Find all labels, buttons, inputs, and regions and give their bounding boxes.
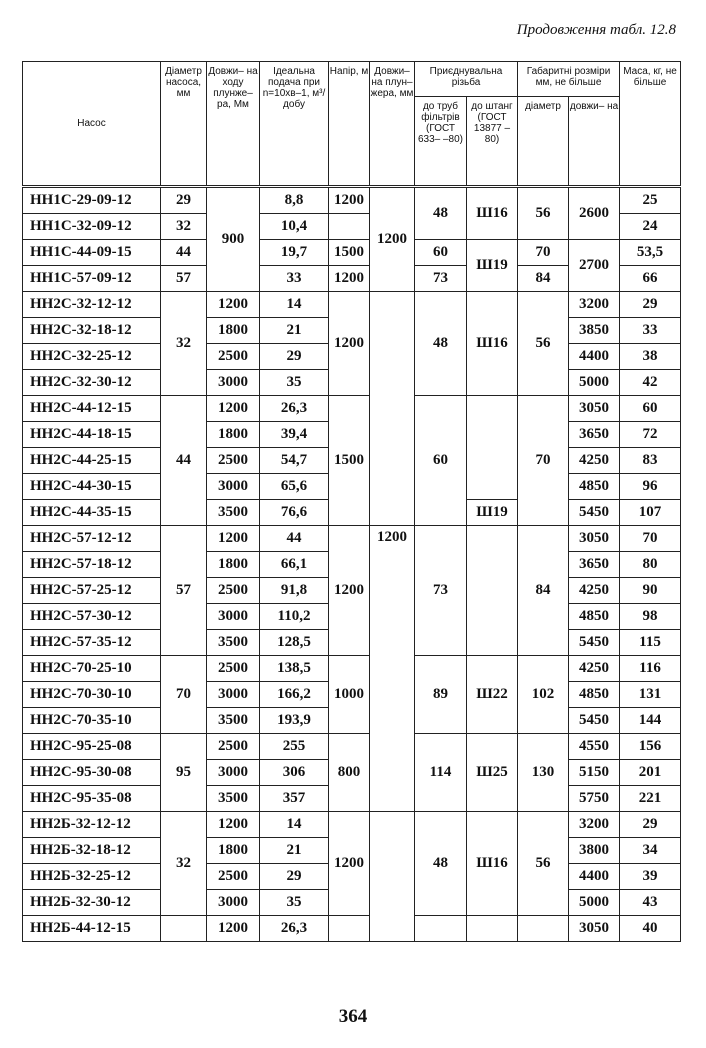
header-stroke: Довжи– на ходу плунже– ра, Мм <box>207 62 260 187</box>
pump-name: НН2С-95-30-08 <box>23 760 161 786</box>
thread-rods: Ш22 <box>467 656 518 734</box>
pump-diameter: 32 <box>161 812 207 916</box>
stroke-length: 1800 <box>207 838 260 864</box>
stroke-length: 900 <box>207 187 260 292</box>
thread-pipes: 89 <box>415 656 467 734</box>
pump-diameter: 70 <box>161 656 207 734</box>
thread-pipes <box>415 916 467 942</box>
table-row <box>23 240 681 266</box>
dims-length: 3200 <box>569 292 620 318</box>
ideal-supply: 91,8 <box>260 578 329 604</box>
stroke-length: 1200 <box>207 526 260 552</box>
pump-name: НН2С-70-30-10 <box>23 682 161 708</box>
dims-length: 4250 <box>569 656 620 682</box>
dims-length: 3650 <box>569 422 620 448</box>
stroke-length: 2500 <box>207 656 260 682</box>
thread-pipes: 48 <box>415 292 467 396</box>
thread-rods: Ш16 <box>467 187 518 240</box>
table-row <box>23 812 681 838</box>
ideal-supply: 128,5 <box>260 630 329 656</box>
dims-length: 5450 <box>569 500 620 526</box>
pump-mass: 115 <box>620 630 681 656</box>
ideal-supply: 54,7 <box>260 448 329 474</box>
pump-name: НН2С-44-35-15 <box>23 500 161 526</box>
stroke-length: 1200 <box>207 292 260 318</box>
pump-head: 1200 <box>329 292 370 396</box>
ideal-supply: 26,3 <box>260 916 329 942</box>
pump-name: НН2С-57-35-12 <box>23 630 161 656</box>
dims-length: 4850 <box>569 604 620 630</box>
ideal-supply: 65,6 <box>260 474 329 500</box>
dims-length: 4250 <box>569 578 620 604</box>
pump-mass: 83 <box>620 448 681 474</box>
pump-name: НН2С-70-35-10 <box>23 708 161 734</box>
thread-rods <box>467 916 518 942</box>
dims-length: 5450 <box>569 630 620 656</box>
pump-mass: 29 <box>620 812 681 838</box>
dims-length: 5750 <box>569 786 620 812</box>
pump-name: НН2С-95-35-08 <box>23 786 161 812</box>
dims-length: 3050 <box>569 916 620 942</box>
plunger-length: 1200 <box>370 187 415 292</box>
pump-mass: 201 <box>620 760 681 786</box>
pump-name: НН1С-44-09-15 <box>23 240 161 266</box>
pump-head <box>329 214 370 240</box>
plunger-length <box>370 292 415 526</box>
stroke-length: 3000 <box>207 760 260 786</box>
pump-mass: 116 <box>620 656 681 682</box>
pump-mass: 33 <box>620 318 681 344</box>
dims-length: 4400 <box>569 864 620 890</box>
stroke-length: 2500 <box>207 448 260 474</box>
pump-mass: 107 <box>620 500 681 526</box>
pump-diameter: 32 <box>161 214 207 240</box>
ideal-supply: 14 <box>260 292 329 318</box>
pump-name: НН2С-44-25-15 <box>23 448 161 474</box>
pump-mass: 66 <box>620 266 681 292</box>
thread-rods: Ш16 <box>467 292 518 396</box>
stroke-length: 3500 <box>207 786 260 812</box>
stroke-length: 2500 <box>207 344 260 370</box>
ideal-supply: 166,2 <box>260 682 329 708</box>
page-number: 364 <box>338 1006 368 1027</box>
pump-diameter: 44 <box>161 396 207 526</box>
ideal-supply: 14 <box>260 812 329 838</box>
pump-mass: 98 <box>620 604 681 630</box>
pump-diameter: 57 <box>161 526 207 656</box>
header-dims-length: довжи– на <box>569 97 620 187</box>
pump-name: НН2С-44-30-15 <box>23 474 161 500</box>
dims-length: 5000 <box>569 890 620 916</box>
dims-length: 4400 <box>569 344 620 370</box>
pump-mass: 131 <box>620 682 681 708</box>
pump-head: 1200 <box>329 812 370 916</box>
thread-rods: Ш16 <box>467 812 518 916</box>
ideal-supply: 10,4 <box>260 214 329 240</box>
pump-name: НН1С-32-09-12 <box>23 214 161 240</box>
pump-name: НН2С-57-12-12 <box>23 526 161 552</box>
stroke-length: 2500 <box>207 864 260 890</box>
pump-mass: 60 <box>620 396 681 422</box>
thread-pipes: 48 <box>415 187 467 240</box>
thread-pipes: 60 <box>415 396 467 526</box>
pump-name: НН2С-32-18-12 <box>23 318 161 344</box>
ideal-supply: 110,2 <box>260 604 329 630</box>
ideal-supply: 8,8 <box>260 187 329 214</box>
pump-mass: 38 <box>620 344 681 370</box>
ideal-supply: 29 <box>260 344 329 370</box>
dims-diameter: 84 <box>518 266 569 292</box>
header-head: Напір, м <box>329 62 370 187</box>
pump-head: 1200 <box>329 266 370 292</box>
ideal-supply: 26,3 <box>260 396 329 422</box>
plunger-length <box>370 812 415 942</box>
dims-diameter: 84 <box>518 526 569 656</box>
dims-length: 4550 <box>569 734 620 760</box>
pump-head: 1500 <box>329 240 370 266</box>
ideal-supply: 29 <box>260 864 329 890</box>
header-pump: Насос <box>23 62 161 187</box>
ideal-supply: 44 <box>260 526 329 552</box>
pump-name: НН2С-57-25-12 <box>23 578 161 604</box>
ideal-supply: 138,5 <box>260 656 329 682</box>
pump-name: НН2С-44-18-15 <box>23 422 161 448</box>
table-row <box>23 734 681 760</box>
stroke-length: 1200 <box>207 396 260 422</box>
pump-diameter: 32 <box>161 292 207 396</box>
dims-length: 5150 <box>569 760 620 786</box>
header-thread-rods: до штанг (ГОСТ 13877 –80) <box>467 97 518 187</box>
pump-name: НН2С-57-18-12 <box>23 552 161 578</box>
ideal-supply: 306 <box>260 760 329 786</box>
ideal-supply: 19,7 <box>260 240 329 266</box>
dims-length: 4250 <box>569 448 620 474</box>
header-mass: Маса, кг, не більше <box>620 62 681 187</box>
pump-name: НН2Б-44-12-15 <box>23 916 161 942</box>
pump-mass: 144 <box>620 708 681 734</box>
ideal-supply: 35 <box>260 370 329 396</box>
dims-diameter <box>518 916 569 942</box>
pump-mass: 24 <box>620 214 681 240</box>
stroke-length: 3500 <box>207 500 260 526</box>
pump-name: НН2С-32-25-12 <box>23 344 161 370</box>
thread-rods <box>467 396 518 500</box>
ideal-supply: 76,6 <box>260 500 329 526</box>
stroke-length: 1200 <box>207 916 260 942</box>
pump-mass: 29 <box>620 292 681 318</box>
pump-diameter: 29 <box>161 187 207 214</box>
header-dims-diameter: діаметр <box>518 97 569 187</box>
stroke-length: 3500 <box>207 630 260 656</box>
table-row <box>23 656 681 682</box>
pump-spec-table <box>22 61 681 942</box>
dims-diameter: 56 <box>518 812 569 916</box>
pump-mass: 39 <box>620 864 681 890</box>
pump-name: НН2С-70-25-10 <box>23 656 161 682</box>
pump-name: НН2С-32-12-12 <box>23 292 161 318</box>
pump-diameter: 44 <box>161 240 207 266</box>
dims-length: 3200 <box>569 812 620 838</box>
stroke-length: 1800 <box>207 318 260 344</box>
ideal-supply: 193,9 <box>260 708 329 734</box>
stroke-length: 3000 <box>207 370 260 396</box>
dims-length: 3650 <box>569 552 620 578</box>
stroke-length: 1800 <box>207 422 260 448</box>
table-row <box>23 187 681 214</box>
dims-length: 4850 <box>569 682 620 708</box>
thread-rods: Ш19 <box>467 500 518 526</box>
thread-rods: Ш25 <box>467 734 518 812</box>
ideal-supply: 39,4 <box>260 422 329 448</box>
dims-length: 3800 <box>569 838 620 864</box>
pump-head: 1500 <box>329 396 370 526</box>
table-row <box>23 526 681 552</box>
thread-pipes: 60 <box>415 240 467 266</box>
stroke-length: 3000 <box>207 682 260 708</box>
pump-head: 1000 <box>329 656 370 734</box>
pump-name: НН2Б-32-25-12 <box>23 864 161 890</box>
stroke-length: 3000 <box>207 890 260 916</box>
dims-length: 4850 <box>569 474 620 500</box>
pump-mass: 80 <box>620 552 681 578</box>
pump-mass: 25 <box>620 187 681 214</box>
dims-diameter: 70 <box>518 240 569 266</box>
thread-rods <box>467 526 518 656</box>
dims-diameter: 70 <box>518 396 569 526</box>
pump-name: НН2С-57-30-12 <box>23 604 161 630</box>
stroke-length: 3000 <box>207 474 260 500</box>
stroke-length: 1200 <box>207 812 260 838</box>
pump-head: 800 <box>329 734 370 812</box>
ideal-supply: 33 <box>260 266 329 292</box>
ideal-supply: 35 <box>260 890 329 916</box>
header-plunger: Довжи– на плун– жера, мм <box>370 62 415 187</box>
dims-length: 3050 <box>569 396 620 422</box>
dims-diameter: 56 <box>518 292 569 396</box>
thread-pipes: 73 <box>415 526 467 656</box>
pump-mass: 40 <box>620 916 681 942</box>
dims-length: 5000 <box>569 370 620 396</box>
ideal-supply: 255 <box>260 734 329 760</box>
stroke-length: 2500 <box>207 578 260 604</box>
pump-name: НН2С-95-25-08 <box>23 734 161 760</box>
header-thread-pipes: до труб фільтрів (ГОСТ 633– –80) <box>415 97 467 187</box>
ideal-supply: 21 <box>260 318 329 344</box>
table-row <box>23 292 681 318</box>
dims-length: 3050 <box>569 526 620 552</box>
dims-diameter: 102 <box>518 656 569 734</box>
thread-pipes: 48 <box>415 812 467 916</box>
stroke-length: 2500 <box>207 734 260 760</box>
pump-head <box>329 916 370 942</box>
header-dims: Габаритні розміри мм, не більше <box>518 62 620 97</box>
pump-head: 1200 <box>329 187 370 214</box>
pump-mass: 221 <box>620 786 681 812</box>
pump-name: НН2Б-32-18-12 <box>23 838 161 864</box>
thread-pipes: 73 <box>415 266 467 292</box>
pump-mass: 34 <box>620 838 681 864</box>
dims-length: 2600 <box>569 187 620 240</box>
stroke-length: 1800 <box>207 552 260 578</box>
pump-name: НН2С-44-12-15 <box>23 396 161 422</box>
header-supply: Ідеальна подача при n=10хв–1, м³/добу <box>260 62 329 187</box>
stroke-length: 3000 <box>207 604 260 630</box>
pump-name: НН1С-29-09-12 <box>23 187 161 214</box>
table-body <box>23 187 681 942</box>
pump-mass: 96 <box>620 474 681 500</box>
pump-name: НН2Б-32-30-12 <box>23 890 161 916</box>
pump-mass: 90 <box>620 578 681 604</box>
pump-name: НН2С-32-30-12 <box>23 370 161 396</box>
ideal-supply: 66,1 <box>260 552 329 578</box>
pump-name: НН1С-57-09-12 <box>23 266 161 292</box>
pump-diameter <box>161 916 207 942</box>
thread-pipes: 114 <box>415 734 467 812</box>
header-diameter: Діаметр насоса, мм <box>161 62 207 187</box>
dims-length: 3850 <box>569 318 620 344</box>
table-continuation-caption: Продовження табл. 12.8 <box>516 22 676 38</box>
pump-name: НН2Б-32-12-12 <box>23 812 161 838</box>
pump-diameter: 95 <box>161 734 207 812</box>
pump-mass: 72 <box>620 422 681 448</box>
stroke-length: 3500 <box>207 708 260 734</box>
table-row <box>23 396 681 422</box>
pump-mass: 53,5 <box>620 240 681 266</box>
pump-diameter: 57 <box>161 266 207 292</box>
pump-head: 1200 <box>329 526 370 656</box>
pump-mass: 156 <box>620 734 681 760</box>
dims-length: 2700 <box>569 240 620 292</box>
table-row <box>23 916 681 942</box>
pump-mass: 42 <box>620 370 681 396</box>
dims-length: 5450 <box>569 708 620 734</box>
ideal-supply: 21 <box>260 838 329 864</box>
thread-rods: Ш19 <box>467 240 518 292</box>
ideal-supply: 357 <box>260 786 329 812</box>
plunger-length: 1200 <box>370 526 415 812</box>
pump-mass: 70 <box>620 526 681 552</box>
header-thread: Приєднувальна різьба <box>415 62 518 97</box>
dims-diameter: 56 <box>518 187 569 240</box>
pump-mass: 43 <box>620 890 681 916</box>
dims-diameter: 130 <box>518 734 569 812</box>
